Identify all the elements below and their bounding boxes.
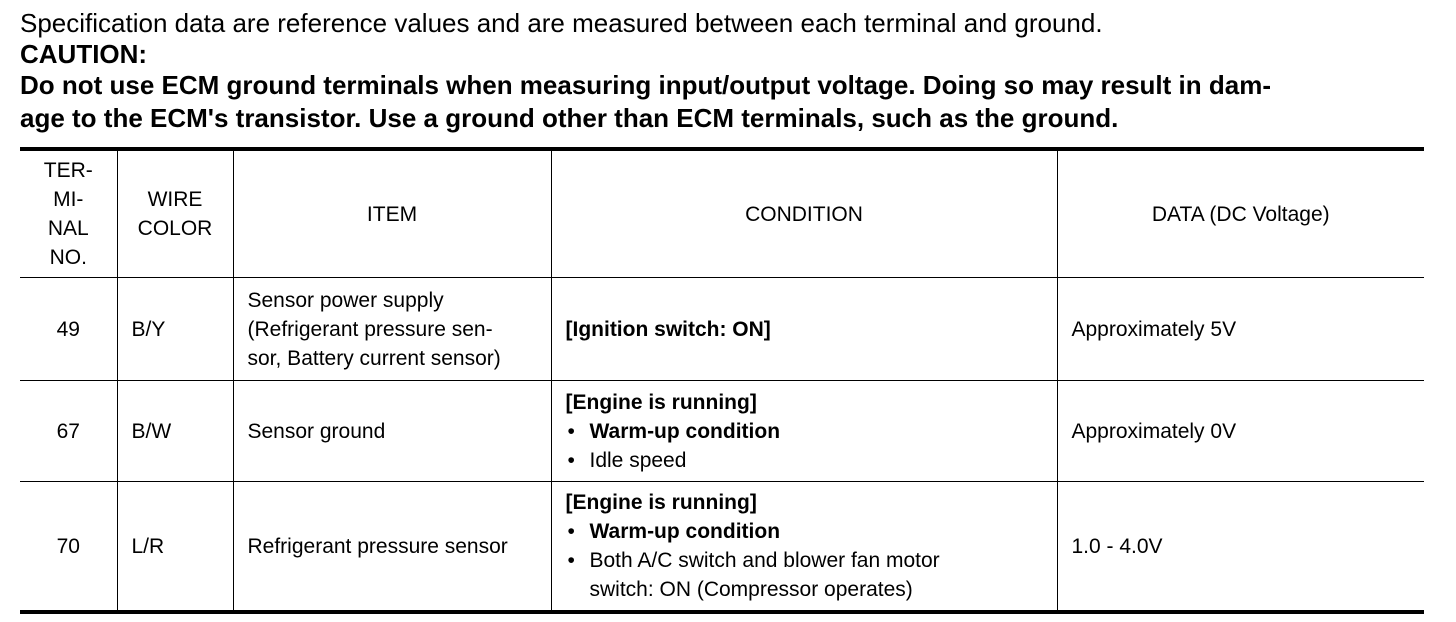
header-row bbox=[20, 149, 1424, 278]
condition-list bbox=[566, 417, 1043, 475]
data-cell: Approximately 0V bbox=[1057, 381, 1424, 482]
data-cell: Approximately 5V bbox=[1057, 278, 1424, 381]
condition-title: [Ignition switch: ON] bbox=[565, 317, 771, 341]
data-cell: 1.0 - 4.0V bbox=[1057, 482, 1424, 613]
condition-item: • Idle speed bbox=[566, 446, 1043, 475]
intro-section bbox=[20, 8, 1430, 135]
condition-item: • Both A/C switch and blower fan motor switch: ON (Compressor operates) bbox=[566, 546, 1043, 604]
wire-color-cell: B/W bbox=[117, 381, 233, 482]
terminal-spec-table bbox=[20, 147, 1424, 614]
condition-title: [Engine is running] bbox=[565, 390, 757, 414]
caution-title: CAUTION: bbox=[20, 39, 148, 69]
table-row bbox=[20, 278, 1424, 381]
table-row bbox=[20, 381, 1424, 482]
condition-item: • Warm-up condition bbox=[566, 417, 1043, 446]
condition-cell bbox=[551, 278, 1057, 381]
wire-color-cell: B/Y bbox=[117, 278, 233, 381]
wire-color-cell: L/R bbox=[117, 482, 233, 613]
header-item: ITEM bbox=[233, 149, 551, 278]
condition-title: [Engine is running] bbox=[565, 491, 757, 514]
terminal-cell: 70 bbox=[20, 482, 117, 613]
header-terminal-no: TER- MI- NAL NO. bbox=[20, 149, 117, 278]
header-condition: CONDITION bbox=[551, 149, 1057, 278]
item-cell: Refrigerant pressure sensor bbox=[233, 482, 551, 613]
table-row bbox=[20, 482, 1424, 613]
item-cell: Sensor power supply (Refrigerant pressure sen- sor, Battery current sensor) bbox=[233, 278, 551, 381]
condition-list bbox=[566, 517, 1043, 604]
header-wire-color: WIRE COLOR bbox=[117, 149, 233, 278]
condition-item: • Warm-up condition bbox=[566, 517, 1043, 546]
item-cell: Sensor ground bbox=[233, 381, 551, 482]
specification-note: Specification data are reference values and are measured between each terminal and ground. bbox=[20, 8, 1103, 38]
header-data: DATA (DC Voltage) bbox=[1057, 149, 1424, 278]
condition-cell bbox=[551, 381, 1057, 482]
terminal-cell: 67 bbox=[20, 381, 117, 482]
condition-cell bbox=[551, 482, 1057, 613]
terminal-cell: 49 bbox=[20, 278, 117, 381]
caution-text: Do not use ECM ground terminals when measuring input/output voltage. Doing so may result in dam- age to the ECM's transistor. Use a ground other than ECM terminals, such as the ground. bbox=[20, 70, 1271, 133]
